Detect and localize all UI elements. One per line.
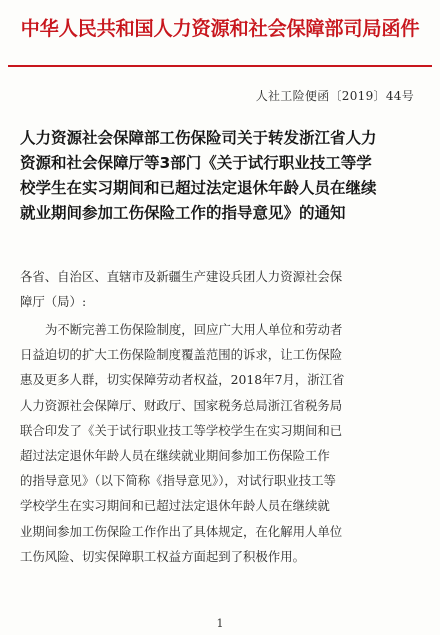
document-title-line: 人力资源社会保障部工伤保险司关于转发浙江省人力 xyxy=(20,129,377,147)
paragraph-line: 超过法定退休年龄人员在继续就业期间参加工伤保险工作 xyxy=(20,448,330,464)
paragraph-line: 业期间参加工伤保险工作作出了具体规定，在化解用人单位 xyxy=(20,523,343,539)
document-title xyxy=(20,126,424,226)
paragraph-line: 日益迫切的扩大工伤保险制度覆盖范围的诉求，让工伤保险 xyxy=(20,347,343,363)
paragraph-line: 人力资源社会保障厅、财政厅、国家税务总局浙江省税务局 xyxy=(20,397,343,413)
paragraph-line: 惠及更多人群，切实保障劳动者权益，2018年7月，浙江省 xyxy=(20,372,345,388)
letterhead-red-rule xyxy=(8,65,432,67)
paragraph-line: 联合印发了《关于试行职业技工等学校学生在实习期间和已 xyxy=(20,422,343,438)
addressee xyxy=(20,264,424,314)
document-number: 人社工险便函〔2019〕44号 xyxy=(255,89,414,103)
document-title-line: 校学生在实习期间和已超过法定退休年龄人员在继续 xyxy=(20,179,377,197)
body-paragraph xyxy=(20,317,424,569)
paragraph-line: 工伤风险、切实保障职工权益方面起到了积极作用。 xyxy=(20,548,305,564)
document-title-line: 资源和社会保障厅等3部门《关于试行职业技工等学 xyxy=(20,154,372,172)
paragraph-line: 为不断完善工伤保险制度，回应广大用人单位和劳动者 xyxy=(45,322,343,337)
addressee-line: 各省、自治区、直辖市及新疆生产建设兵团人力资源社会保 xyxy=(20,269,343,284)
page-number: 1 xyxy=(216,617,224,630)
paragraph-line: 学校学生在实习期间和已超过法定退休年龄人员在继续就 xyxy=(20,498,330,514)
letterhead-title: 中华人民共和国人力资源和社会保障部司局函件 xyxy=(20,17,420,40)
document-title-line: 就业期间参加工伤保险工作的指导意见》的通知 xyxy=(20,204,346,222)
paragraph-line: 的指导意见》（以下简称《指导意见》），对试行职业技工等 xyxy=(20,473,336,489)
addressee-line: 障厅（局）: xyxy=(20,294,87,310)
